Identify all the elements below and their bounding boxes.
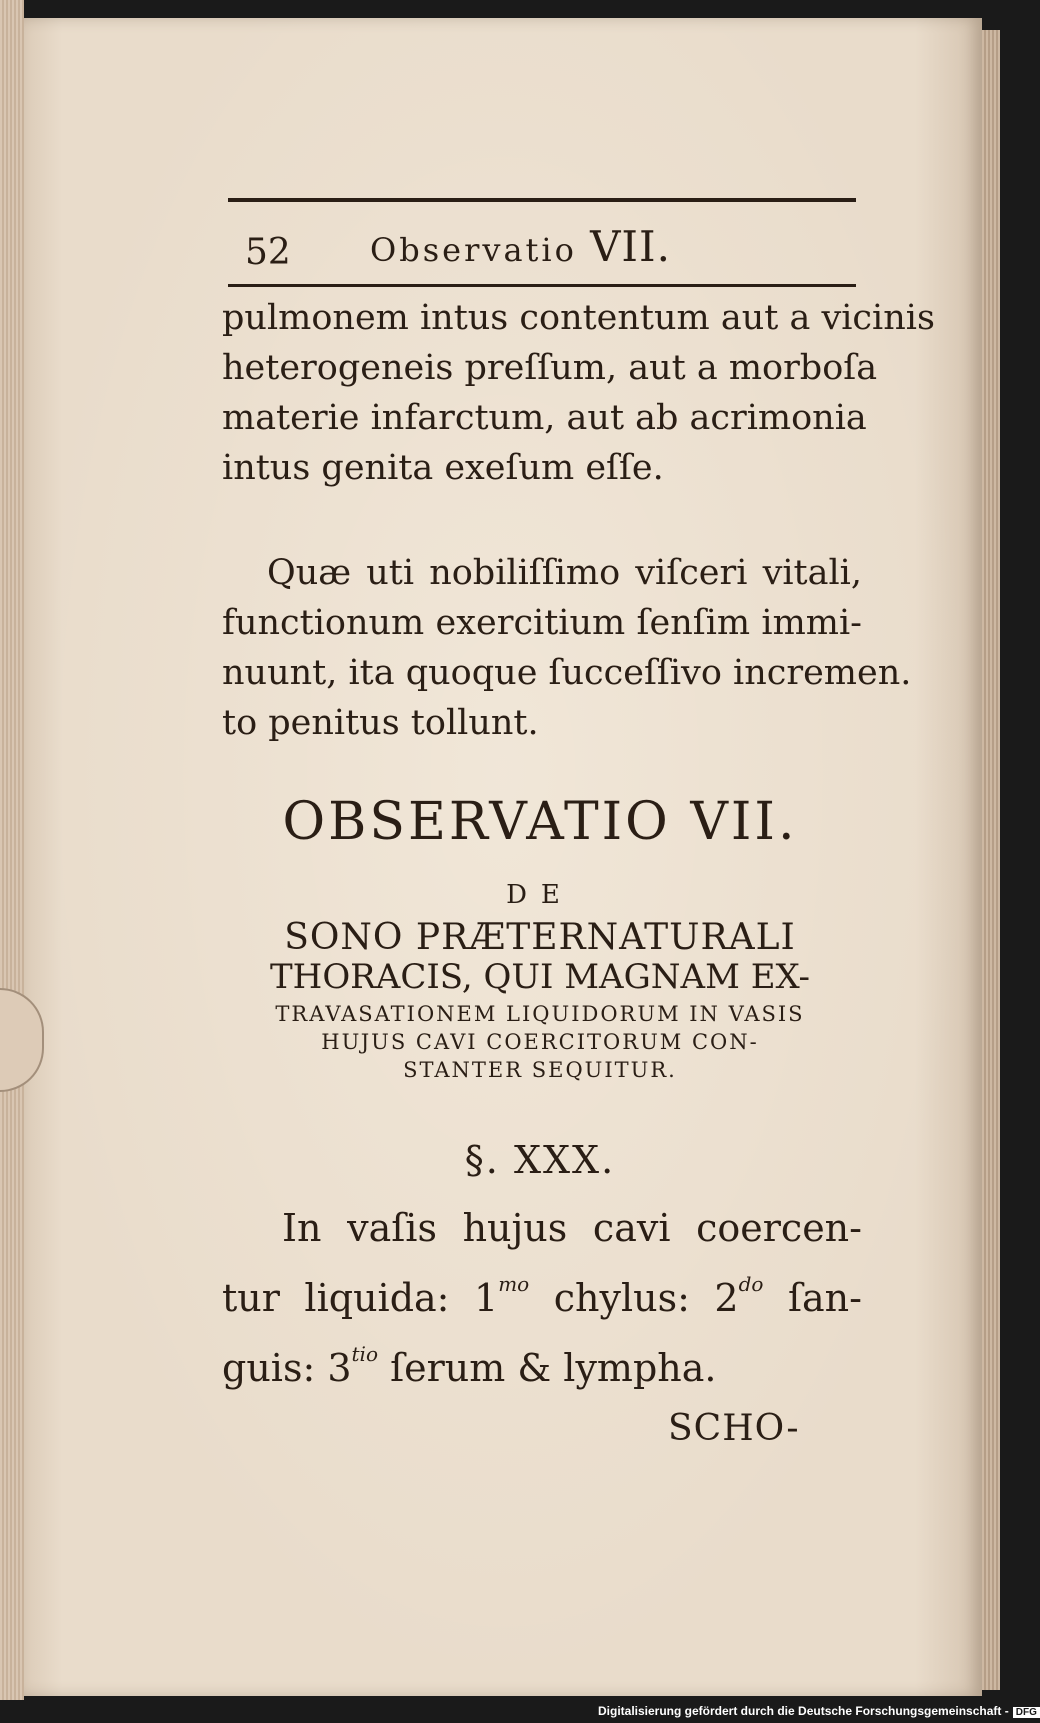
observatio-subtitle-2: THORACIS, QUI MAGNAM EX- <box>269 957 810 997</box>
text-line: to penitus tollunt. <box>222 703 539 743</box>
observatio-de: DE <box>506 880 574 910</box>
text-line: heterogeneis preſſum, aut a morboſa <box>222 348 878 388</box>
section-paragraph <box>222 1200 862 1396</box>
paragraph-1 <box>222 293 935 493</box>
text-line: tur liquida: $1^{mo}$ chylus: $2^{do}$ ſan- <box>222 1272 862 1320</box>
text-line: Quæ uti nobiliſſimo viſceri vitali, <box>267 553 862 593</box>
page-number: 52 <box>245 232 291 273</box>
observatio-subtitle-3: TRAVASATIONEM LIQUIDORUM IN VASIS <box>275 1002 805 1026</box>
text-line: guis: $3^{tio}$ ſerum & lympha. <box>222 1342 717 1390</box>
observatio-subtitle-5: STANTER SEQUITUR. <box>403 1058 677 1082</box>
observatio-subtitle-1: SONO PRÆTERNATURALI <box>284 917 796 958</box>
running-head-numeral: VII. <box>590 222 671 271</box>
page-edge-left <box>0 0 24 1700</box>
footer-credit <box>598 1704 1040 1718</box>
text-line: materie infarctum, aut ab acrimonia <box>222 398 867 438</box>
text-line: intus genita exeſum eſſe. <box>222 448 664 488</box>
observatio-subtitle-4: HUJUS CAVI COERCITORUM CON- <box>321 1030 759 1054</box>
page-edge-right <box>982 30 1000 1690</box>
text-line: In vaſis hujus cavi coercen- <box>282 1206 862 1250</box>
running-head-title: Observatio <box>370 231 577 269</box>
header-rule-top <box>228 198 856 202</box>
footer-text: Digitalisierung gefördert durch die Deutsche Forschungsgemeinschaft - <box>598 1704 1009 1718</box>
header-rule-bottom <box>228 284 856 287</box>
text-line: nuunt, ita quoque ſucceſſivo incremen. <box>222 653 912 693</box>
dfg-logo: DFG <box>1013 1707 1040 1718</box>
observatio-title: OBSERVATIO VII. <box>282 792 798 852</box>
text-line: pulmonem intus contentum aut a vicinis <box>222 298 935 338</box>
paragraph-2 <box>222 548 912 748</box>
section-mark: §. XXX. <box>464 1138 616 1182</box>
text-line: functionum exercitium ſenſim immi- <box>222 603 862 643</box>
running-head <box>370 222 671 271</box>
catchword: SCHO- <box>668 1408 800 1449</box>
